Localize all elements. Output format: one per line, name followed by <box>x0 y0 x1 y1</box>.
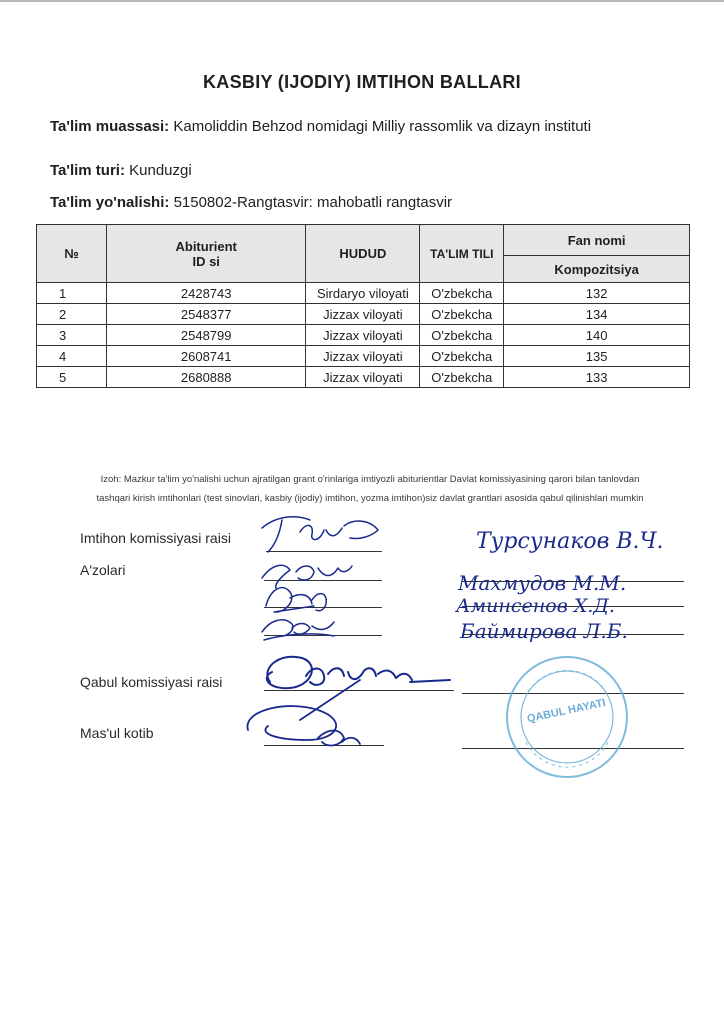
handwritten-name-member-1: Махмудов М.М. <box>458 571 627 595</box>
signature-member-3 <box>262 620 334 640</box>
header-subject: Kompozitsiya <box>504 256 690 283</box>
signature-chair <box>262 517 378 552</box>
row-num: 2 <box>37 304 107 325</box>
row-id: 2548377 <box>106 304 306 325</box>
handwritten-name-chair: Турсунаков В.Ч. <box>476 529 664 554</box>
row-language: O'zbekcha <box>420 304 504 325</box>
label-secretary: Mas'ul kotib <box>80 725 154 741</box>
header-subject-group: Fan nomi <box>504 225 690 256</box>
label-exam-commission-chair: Imtihon komissiyasi raisi <box>80 530 231 546</box>
header-region: HUDUD <box>306 225 420 283</box>
row-score: 132 <box>504 283 690 304</box>
row-id: 2608741 <box>106 346 306 367</box>
row-score: 134 <box>504 304 690 325</box>
row-language: O'zbekcha <box>420 346 504 367</box>
footnote-line1: Izoh: Mazkur ta'lim yo'nalishi uchun ajratilgan grant o'rinlariga imtiyozli abiturientlar Davlat komissiyasining qarori bilan tanlovdan <box>100 474 640 485</box>
signature-member-1 <box>262 565 352 588</box>
row-num: 1 <box>37 283 107 304</box>
field-direction-value: 5150802-Rangtasvir: mahobatli rangtasvir <box>173 194 453 211</box>
signature-secretary <box>247 680 360 745</box>
row-language: O'zbekcha <box>420 283 504 304</box>
row-id: 2680888 <box>106 367 306 388</box>
handwritten-name-member-3: Баймирова Л.Б. <box>460 619 628 643</box>
signature-member-2 <box>266 588 326 612</box>
row-id: 2548799 <box>106 325 306 346</box>
stamp-text: QABUL HAYATI <box>525 696 607 726</box>
row-region: Jizzax viloyati <box>306 304 420 325</box>
label-admission-commission-chair: Qabul komissiyasi raisi <box>80 674 223 690</box>
field-study-form-label: Ta'lim turi: <box>50 162 125 179</box>
field-institution-label: Ta'lim muassasi: <box>50 118 170 135</box>
row-score: 140 <box>504 325 690 346</box>
row-num: 3 <box>37 325 107 346</box>
page-title: KASBIY (IJODIY) IMTIHON BALLARI <box>203 72 521 92</box>
row-id: 2428743 <box>106 283 306 304</box>
label-members: A'zolari <box>80 562 126 578</box>
field-institution-value: Kamoliddin Behzod nomidagi Milliy rassomlik va dizayn instituti <box>173 118 592 135</box>
row-region: Jizzax viloyati <box>306 325 420 346</box>
row-score: 135 <box>504 346 690 367</box>
row-score: 133 <box>504 367 690 388</box>
field-direction-label: Ta'lim yo'nalishi: <box>50 194 170 211</box>
header-num: № <box>37 225 107 283</box>
row-num: 4 <box>37 346 107 367</box>
field-study-form-value: Kunduzgi <box>129 162 192 179</box>
footnote-line2: tashqari kirish imtihonlari (test sinovlari, kasbiy (ijodiy) imtihon, yozma imtihon)siz davlat grantlari asosida qabul qilinishlari mumkin <box>96 493 644 504</box>
official-stamp <box>498 652 636 782</box>
handwritten-name-member-2: Аминсенов Х.Д. <box>456 595 615 617</box>
row-region: Jizzax viloyati <box>306 346 420 367</box>
row-region: Sirdaryo viloyati <box>306 283 420 304</box>
row-region: Jizzax viloyati <box>306 367 420 388</box>
header-language: TA'LIM TILI <box>420 225 504 283</box>
signature-admission-chair <box>267 657 450 689</box>
row-language: O'zbekcha <box>420 367 504 388</box>
row-language: O'zbekcha <box>420 325 504 346</box>
header-id-line1: Abiturient <box>175 238 237 254</box>
header-id-line2: ID si <box>192 253 220 269</box>
row-num: 5 <box>37 367 107 388</box>
